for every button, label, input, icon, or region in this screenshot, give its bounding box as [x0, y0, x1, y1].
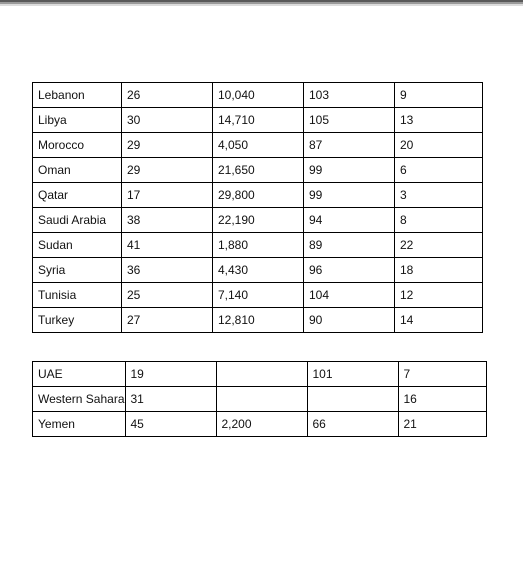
table-body: [33, 83, 483, 333]
country-name-cell: Western Sahara: [33, 387, 126, 412]
value-cell: 36: [122, 258, 213, 283]
table-row: [33, 183, 483, 208]
top-border: [0, 0, 523, 6]
value-cell: 2,200: [216, 412, 307, 437]
value-cell: 105: [304, 108, 395, 133]
value-cell: 66: [307, 412, 398, 437]
value-cell: 4,050: [213, 133, 304, 158]
table-row: [33, 158, 483, 183]
value-cell: 8: [395, 208, 483, 233]
value-cell: 96: [304, 258, 395, 283]
value-cell: 18: [395, 258, 483, 283]
value-cell: 20: [395, 133, 483, 158]
country-name-cell: Libya: [33, 108, 122, 133]
value-cell: 104: [304, 283, 395, 308]
value-cell: 87: [304, 133, 395, 158]
value-cell: 90: [304, 308, 395, 333]
table-row: [33, 387, 487, 412]
value-cell: 29: [122, 158, 213, 183]
value-cell: 4,430: [213, 258, 304, 283]
value-cell: 21,650: [213, 158, 304, 183]
table-row: [33, 108, 483, 133]
value-cell: 41: [122, 233, 213, 258]
country-name-cell: Turkey: [33, 308, 122, 333]
value-cell: 16: [398, 387, 486, 412]
value-cell: 13: [395, 108, 483, 133]
table-row: [33, 133, 483, 158]
value-cell: 103: [304, 83, 395, 108]
value-cell: [216, 387, 307, 412]
value-cell: 99: [304, 183, 395, 208]
value-cell: 7: [398, 362, 486, 387]
table-row: [33, 308, 483, 333]
value-cell: [307, 387, 398, 412]
value-cell: 94: [304, 208, 395, 233]
country-name-cell: Oman: [33, 158, 122, 183]
country-name-cell: Morocco: [33, 133, 122, 158]
value-cell: 1,880: [213, 233, 304, 258]
value-cell: 14,710: [213, 108, 304, 133]
country-name-cell: Syria: [33, 258, 122, 283]
value-cell: 25: [122, 283, 213, 308]
value-cell: 10,040: [213, 83, 304, 108]
table-row: [33, 283, 483, 308]
country-data-table: [32, 82, 483, 333]
value-cell: 14: [395, 308, 483, 333]
value-cell: 29,800: [213, 183, 304, 208]
table-row: [33, 208, 483, 233]
country-name-cell: Lebanon: [33, 83, 122, 108]
value-cell: 31: [125, 387, 216, 412]
value-cell: 27: [122, 308, 213, 333]
value-cell: 7,140: [213, 283, 304, 308]
value-cell: 21: [398, 412, 486, 437]
country-name-cell: Tunisia: [33, 283, 122, 308]
value-cell: [216, 362, 307, 387]
value-cell: 38: [122, 208, 213, 233]
value-cell: 45: [125, 412, 216, 437]
table-body: [33, 362, 487, 437]
table-row: [33, 233, 483, 258]
table-row: [33, 258, 483, 283]
value-cell: 89: [304, 233, 395, 258]
country-name-cell: UAE: [33, 362, 126, 387]
value-cell: 22,190: [213, 208, 304, 233]
country-name-cell: Sudan: [33, 233, 122, 258]
value-cell: 22: [395, 233, 483, 258]
value-cell: 30: [122, 108, 213, 133]
country-name-cell: Qatar: [33, 183, 122, 208]
value-cell: 6: [395, 158, 483, 183]
value-cell: 3: [395, 183, 483, 208]
country-name-cell: Yemen: [33, 412, 126, 437]
country-name-cell: Saudi Arabia: [33, 208, 122, 233]
value-cell: 26: [122, 83, 213, 108]
table-row: [33, 362, 487, 387]
value-cell: 12: [395, 283, 483, 308]
country-data-table-continued: [32, 361, 487, 437]
value-cell: 29: [122, 133, 213, 158]
value-cell: 99: [304, 158, 395, 183]
table-row: [33, 412, 487, 437]
value-cell: 101: [307, 362, 398, 387]
value-cell: 12,810: [213, 308, 304, 333]
value-cell: 19: [125, 362, 216, 387]
value-cell: 9: [395, 83, 483, 108]
value-cell: 17: [122, 183, 213, 208]
table-row: [33, 83, 483, 108]
